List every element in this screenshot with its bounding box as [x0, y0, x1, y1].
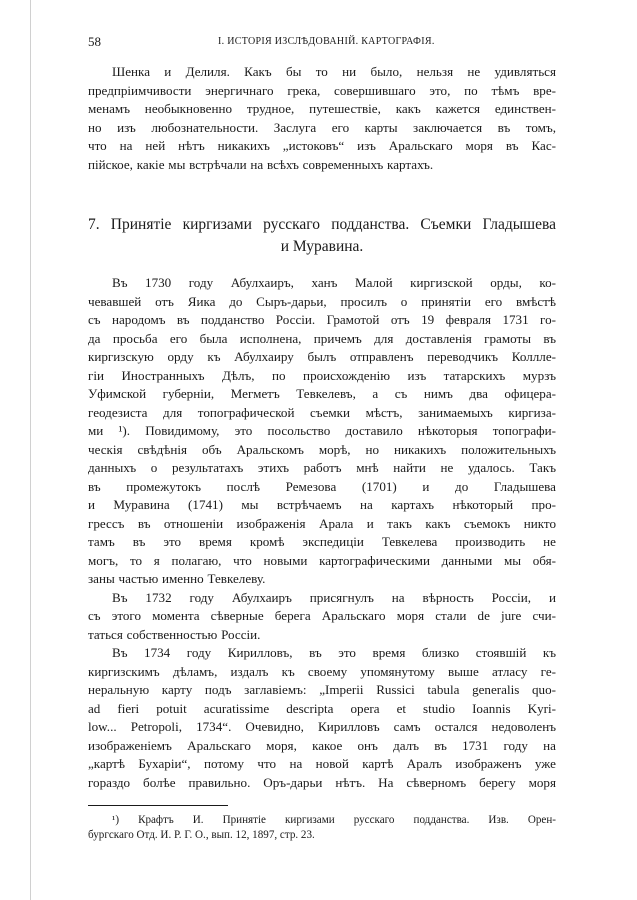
- page-number: 58: [88, 34, 101, 49]
- text-line: Уфимской губерніи, Мегметъ Тевкелевъ, а съ нимъ два офицера-: [88, 386, 556, 401]
- text-line: изображеніемъ Аральскаго моря, какое онъ далъ въ 1731 году на: [88, 737, 556, 753]
- text-line: геодезиста для топографической съемки мѣстъ, занимаемыхъ киргиза-: [88, 404, 556, 420]
- text-line: таться собственностью Россіи.: [88, 626, 261, 642]
- running-head: [88, 34, 556, 54]
- text-line: „картѣ Бухаріи“, потому что на новой картѣ Аралъ изображенъ уже: [88, 756, 556, 771]
- text-line: грессъ въ отношеніи изображенія Арала и такъ какъ съемокъ никто: [88, 515, 556, 531]
- text-line: low... Petropoli, 1734“. Очевидно, Кирилловъ самъ остался недоволенъ: [88, 719, 556, 734]
- section-title-line-1: 7. Принятіе киргизами русскаго подданства. Съемки Гладышева: [88, 216, 556, 233]
- footnote-rule: [88, 805, 228, 806]
- text-line: данныхъ о результатахъ этихъ работъ мнѣ найти не удалось. Такъ: [88, 460, 556, 475]
- paragraph-3: [88, 589, 556, 645]
- text-line: ми ¹). Повидимому, это посольство доставило нѣкоторыя топографи-: [88, 423, 556, 438]
- text-line: съ этого момента сѣверные берега Аральскаго моря стали de jure счи-: [88, 608, 556, 623]
- running-head-title: I. ИСТОРІЯ ИЗСЛѢДОВАНІЙ. КАРТОГРАФІЯ.: [218, 36, 435, 47]
- text-line: менамъ необыкновенно трудное, путешествіе, какъ кажется единствен-: [88, 101, 556, 116]
- text-line: гораздо болѣе правильно. Оръ-дарьи нѣтъ. На сѣверномъ берегу моря: [88, 774, 556, 790]
- text-line: Въ 1730 году Абулхаиръ, ханъ Малой киргизской орды, ко-: [112, 275, 556, 290]
- text-line: Шенка и Делиля. Какъ бы то ни было, нельзя не удивляться: [112, 64, 556, 79]
- section-title: [88, 214, 556, 258]
- text-line: гіи Иностранныхъ Дѣлъ, по происхожденію изъ татарскихъ мурзъ: [88, 367, 556, 383]
- text-line: ¹) Крафтъ И. Принятіе киргизами русскаго подданства. Изв. Орен-: [112, 814, 556, 826]
- text-line: тамъ въ это время кромѣ экспедиціи Тевкелева производить не: [88, 534, 556, 549]
- text-line: Въ 1732 году Абулхаиръ присягнулъ на вѣрность Россіи, и: [112, 589, 556, 605]
- text-line: ческія свѣдѣнія объ Аральскомъ морѣ, но никакихъ положительныхъ: [88, 441, 556, 457]
- text-line: но изъ любознательности. Заслуга его карты заключается въ томъ,: [88, 119, 556, 135]
- text-line: пійское, какіе мы встрѣчали на всѣхъ современныхъ картахъ.: [88, 156, 434, 172]
- text-line: киргизскимъ дѣламъ, издалъ къ своему упомянутому выше атласу ге-: [88, 663, 556, 679]
- text-line: ad fieri potuit acuratissime descripta opera et studio Ioannis Kyri-: [88, 700, 556, 716]
- text-line: въ промежутокъ послѣ Ремезова (1701) и до Гладышева: [88, 478, 556, 494]
- text-line: предпріимчивости энергичнаго грека, совершившаго это, по тѣмъ вре-: [88, 82, 556, 98]
- text-line: неральную карту подъ заглавіемъ: „Imperii Russici tabula generalis quo-: [88, 682, 556, 697]
- footnote: [88, 813, 556, 843]
- text-line: да просьба его была исполнена, причемъ для доставленія грамоты въ: [88, 330, 556, 346]
- text-line: Въ 1734 году Кирилловъ, въ это время близко стоявшій къ: [112, 645, 556, 660]
- text-line: что на ней нѣтъ никакихъ „истоковъ“ изъ Аральскаго моря въ Кас-: [88, 138, 556, 153]
- page-edge: [30, 0, 31, 900]
- section-title-line-2: и Муравина.: [280, 238, 364, 255]
- paragraph-4: [88, 644, 556, 792]
- text-line: съ народомъ въ подданство Россіи. Грамотой отъ 19 февраля 1731 го-: [88, 312, 556, 327]
- text-line: и Муравина (1741) мы встрѣчаемъ на картахъ нѣкоторый про-: [88, 497, 556, 512]
- text-line: чевавшей отъ Яика до Сыръ-дарьи, просилъ о принятіи его вмѣстѣ: [88, 293, 556, 309]
- book-page: [88, 34, 556, 843]
- text-line: киргизскую орду къ Абулхаиру былъ отправленъ переводчикъ Коллле-: [88, 349, 556, 364]
- text-line: могъ, то я полагаю, что новыми картографическими данными мы обя-: [88, 552, 556, 568]
- paragraph-2: [88, 274, 556, 589]
- paragraph-1: [88, 63, 556, 174]
- text-line: заны частью именно Тевкелеву.: [88, 571, 266, 586]
- text-line: бургскаго Отд. И. Р. Г. О., вып. 12, 1897, стр. 23.: [88, 829, 315, 841]
